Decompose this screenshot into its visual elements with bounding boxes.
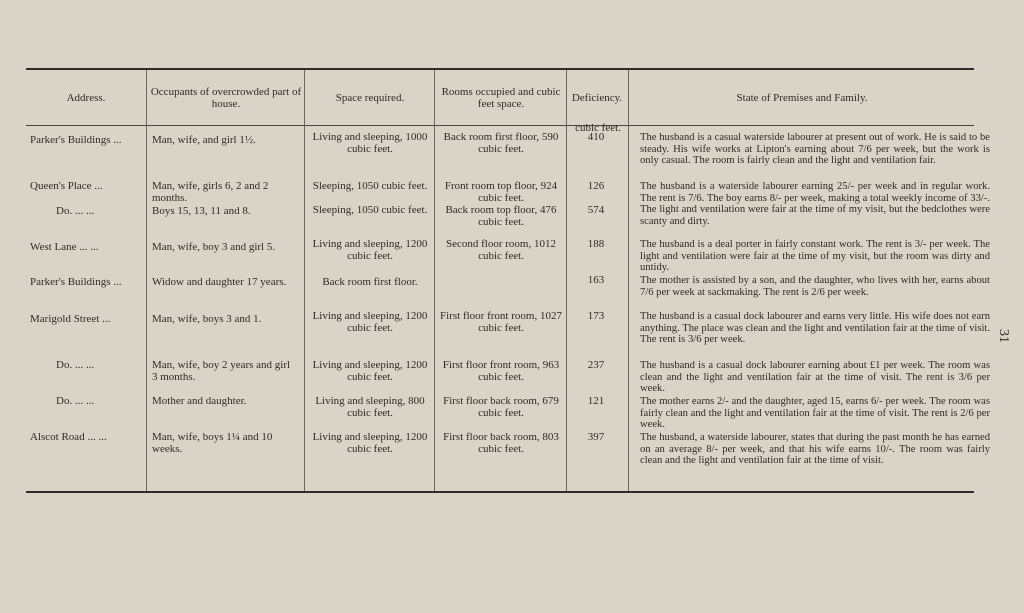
cell-state: The husband is a casual waterside labourer at present out of work. He is said to be steady. His wife works at Lipton's earning about 7/6 per week, but the work is only casual. The room is fairly clean and the light and ventilation fair. [640, 132, 990, 166]
cell-space: Living and sleeping, 1200 cubic feet. [312, 359, 428, 383]
cell-rooms: First floor front room, 963 cubic feet. [442, 359, 560, 383]
cell-rooms: Front room top floor, 924 cubic feet. [444, 180, 558, 204]
column-divider [628, 70, 629, 491]
header-address: Address. [66, 92, 106, 104]
cell-space: Back room first floor. [322, 276, 418, 288]
cell-state: The husband is a waterside labourer earning 25/- per week and in regular work. The rent is 7/6. The boy earns 8/- per week, making a total weekly income of 33/-. The light and ventilation were fair at the time of my visit, but the bedclothes were scanty and dirty. [640, 181, 990, 227]
column-divider [146, 70, 147, 491]
cell-deficiency: 121 [587, 395, 605, 407]
cell-address: Do. ... ... [56, 395, 95, 407]
cell-state: The husband, a waterside labourer, states that during the past month he has earned on an average 8/- per week, and that his wife earns 10/-. The room was fairly clean and the light and ventilation fair at the time of visit. [640, 432, 990, 466]
cell-space: Sleeping, 1050 cubic feet. [312, 180, 428, 192]
cell-deficiency: 126 [587, 180, 605, 192]
cell-space: Living and sleeping, 1200 cubic feet. [312, 310, 428, 334]
cell-occupants: Boys 15, 13, 11 and 8. [152, 205, 251, 217]
cell-rooms: Back room top floor, 476 cubic feet. [445, 204, 557, 228]
header-rooms: Rooms occupied and cubic feet space. [441, 86, 561, 110]
header-space: Space required. [335, 92, 405, 104]
top-rule [26, 68, 974, 70]
cell-space: Living and sleeping, 1000 cubic feet. [312, 131, 428, 155]
cell-address: Marigold Street ... [30, 313, 111, 325]
cell-address: Alscot Road ... ... [30, 431, 107, 443]
cell-space: Living and sleeping, 1200 cubic feet. [312, 431, 428, 455]
cell-deficiency: 163 [587, 274, 605, 286]
cell-state: The husband is a casual dock labourer and earns very little. His wife does not earn anything. The place was clean and the light and ventilation fair at the time of visit. The rent is 3/6 per week. [640, 311, 990, 345]
cell-rooms: First floor back room, 679 cubic feet. [443, 395, 559, 419]
cell-occupants: Man, wife, girls 6, 2 and 2 months. [152, 180, 269, 204]
column-divider [304, 70, 305, 491]
cell-state: The mother is assisted by a son, and the daughter, who lives with her, earns about 7/6 per week at sackmaking. The rent is 2/6 per week. [640, 275, 990, 298]
cell-state: The husband is a casual dock labourer earning about £1 per week. The room was clean and the light and ventilation fair at the time of visit. The rent is 3/6 per week. [640, 360, 990, 394]
header-occupants: Occupants of overcrowded part of house. [150, 86, 302, 110]
cell-space: Living and sleeping, 1200 cubic feet. [312, 238, 428, 262]
cell-address: Parker's Buildings ... [30, 276, 122, 288]
cell-deficiency: 397 [587, 431, 605, 443]
overcrowding-table [26, 68, 990, 494]
cell-state: The mother earns 2/- and the daughter, aged 15, earns 6/- per week. The room was fairly clean and the light and ventilation fair at the time of visit. The rent is 2/6 per week. [640, 396, 990, 430]
bottom-rule [26, 491, 974, 493]
cell-state: The husband is a deal porter in fairly constant work. The rent is 3/- per week. The light and ventilation were fair at the time of my visit, but the room was dirty and untidy. [640, 239, 990, 273]
column-divider [566, 70, 567, 491]
cell-deficiency: 237 [587, 359, 605, 371]
deficiency-units: cubic feet. [575, 122, 621, 134]
cell-address: Queen's Place ... [30, 180, 103, 192]
cell-address: Do. ... ... [56, 359, 95, 371]
cell-rooms: Second floor room, 1012 cubic feet. [446, 238, 556, 262]
cell-space: Living and sleeping, 800 cubic feet. [315, 395, 425, 419]
cell-occupants: Mother and daughter. [152, 395, 247, 407]
cell-occupants: Man, wife, and girl 1½. [152, 134, 256, 146]
header-rule [26, 125, 974, 126]
header-state: State of Premises and Family. [736, 92, 868, 104]
cell-space: Sleeping, 1050 cubic feet. [312, 204, 428, 216]
cell-occupants: Widow and daughter 17 years. [152, 276, 287, 288]
cell-rooms: Back room first floor, 590 cubic feet. [443, 131, 559, 155]
cell-address: West Lane ... ... [30, 241, 99, 253]
cell-occupants: Man, wife, boy 3 and girl 5. [152, 241, 276, 253]
cell-rooms: First floor back room, 803 cubic feet. [443, 431, 559, 455]
cell-occupants: Man, wife, boy 2 years and girl 3 months. [152, 359, 291, 383]
cell-occupants: Man, wife, boys 1¼ and 10 weeks. [152, 431, 273, 455]
cell-address: Parker's Buildings ... [30, 134, 122, 146]
cell-deficiency: 188 [587, 238, 605, 250]
cell-address: Do. ... ... [56, 205, 95, 217]
cell-deficiency: 574 [587, 204, 605, 216]
cell-rooms: First floor front room, 1027 cubic feet. [440, 310, 562, 334]
page-number: 31 [996, 329, 1011, 343]
column-divider [434, 70, 435, 491]
cell-occupants: Man, wife, boys 3 and 1. [152, 313, 262, 325]
header-deficiency: Deficiency. [571, 92, 623, 104]
cell-deficiency: 410 [587, 131, 605, 143]
cell-deficiency: 173 [587, 310, 605, 322]
